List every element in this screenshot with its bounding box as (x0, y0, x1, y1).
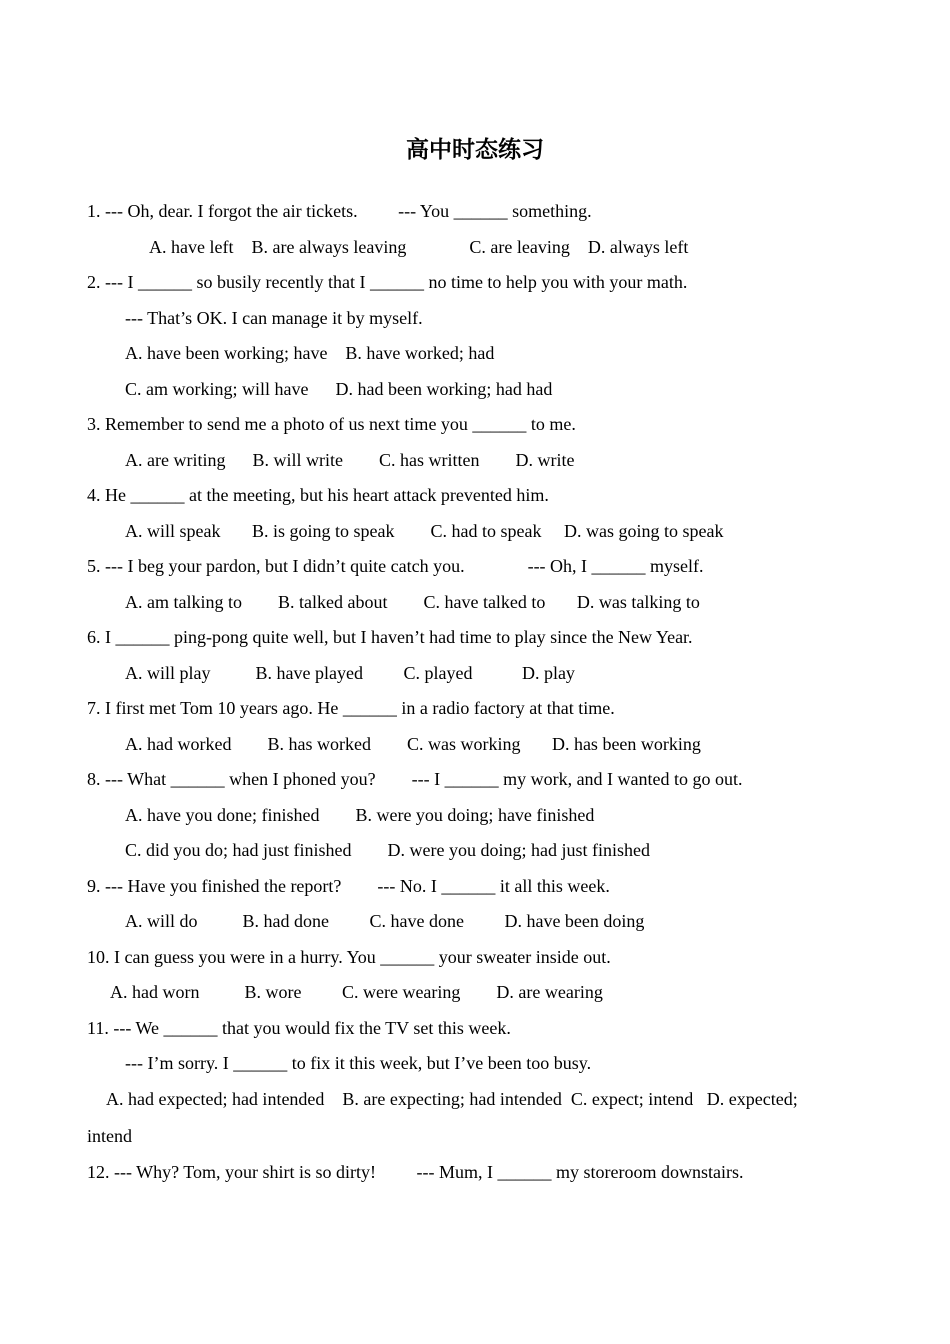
question-3: 3. Remember to send me a photo of us next time you ______ to me. (87, 414, 576, 434)
question-11-options-wrap: intend (87, 1126, 132, 1146)
question-10: 10. I can guess you were in a hurry. You ______ your sweater inside out. (87, 947, 611, 967)
question-2: 2. --- I ______ so busily recently that I ______ no time to help you with your math. (87, 272, 688, 292)
question-2-options-ab: A. have been working; have B. have worked; had (125, 343, 495, 363)
page-title: 高中时态练习 (406, 137, 544, 163)
question-1-options: A. have left B. are always leaving C. are leaving D. always left (149, 237, 689, 257)
question-4-options: A. will speak B. is going to speak C. had to speak D. was going to speak (125, 521, 724, 541)
question-11-options: A. had expected; had intended B. are expecting; had intended C. expect; intend D. expected; (106, 1089, 798, 1109)
question-11-response: --- I’m sorry. I ______ to fix it this week, but I’ve been too busy. (125, 1053, 592, 1073)
question-9-options: A. will do B. had done C. have done D. have been doing (125, 911, 645, 931)
question-7-options: A. had worked B. has worked C. was working D. has been working (125, 734, 701, 754)
question-6: 6. I ______ ping-pong quite well, but I haven’t had time to play since the New Year. (87, 627, 693, 647)
question-5-options: A. am talking to B. talked about C. have talked to D. was talking to (125, 592, 700, 612)
question-2-options-cd: C. am working; will have D. had been working; had had (125, 379, 553, 399)
question-8-options-ab: A. have you done; finished B. were you doing; have finished (125, 805, 595, 825)
question-12: 12. --- Why? Tom, your shirt is so dirty! --- Mum, I ______ my storeroom downstairs. (87, 1162, 744, 1182)
question-2-response: --- That’s OK. I can manage it by myself. (125, 308, 423, 328)
question-9: 9. --- Have you finished the report? --- No. I ______ it all this week. (87, 876, 610, 896)
question-3-options: A. are writing B. will write C. has written D. write (125, 450, 575, 470)
question-5: 5. --- I beg your pardon, but I didn’t quite catch you. --- Oh, I ______ myself. (87, 556, 704, 576)
question-11: 11. --- We ______ that you would fix the TV set this week. (87, 1018, 511, 1038)
question-1: 1. --- Oh, dear. I forgot the air tickets. --- You ______ something. (87, 201, 592, 221)
question-7: 7. I first met Tom 10 years ago. He ______ in a radio factory at that time. (87, 698, 615, 718)
question-6-options: A. will play B. have played C. played D. play (125, 663, 575, 683)
question-8-options-cd: C. did you do; had just finished D. were you doing; had just finished (125, 840, 650, 860)
question-10-options: A. had worn B. wore C. were wearing D. are wearing (110, 982, 603, 1002)
question-8: 8. --- What ______ when I phoned you? --- I ______ my work, and I wanted to go out. (87, 769, 743, 789)
question-4: 4. He ______ at the meeting, but his heart attack prevented him. (87, 485, 549, 505)
